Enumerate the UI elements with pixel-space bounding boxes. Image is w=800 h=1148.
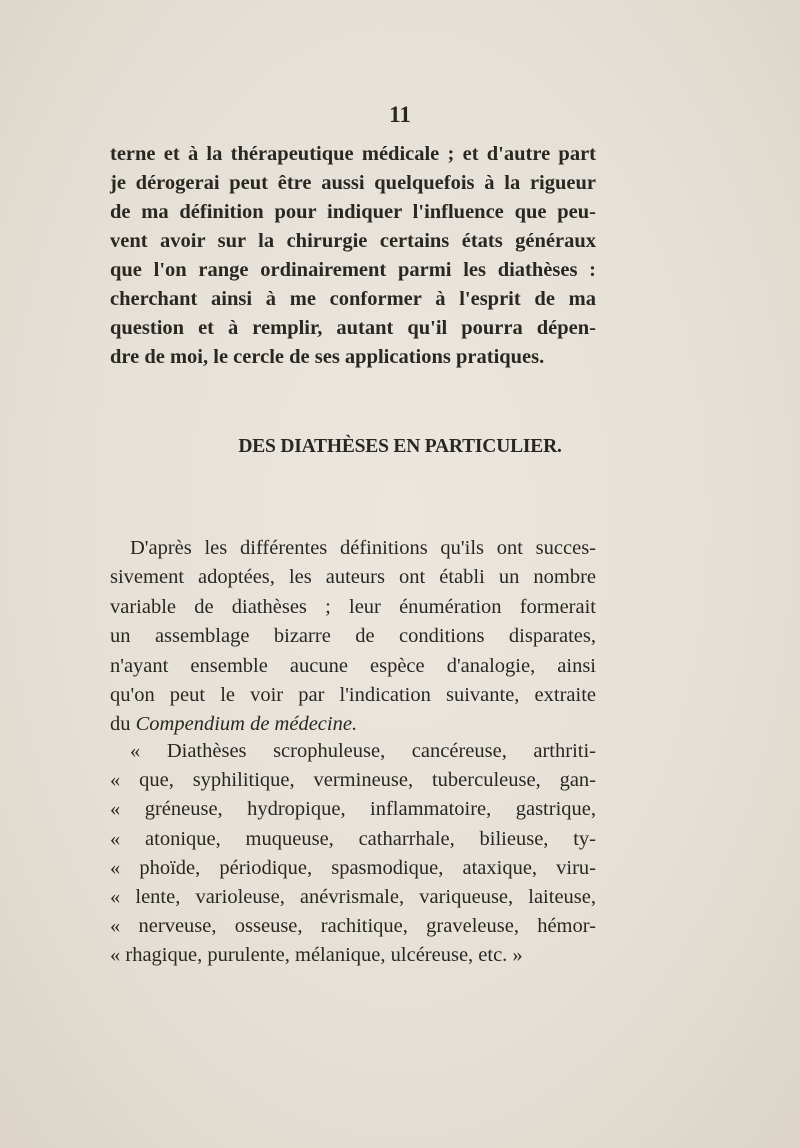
text-line: un assemblage bizarre de conditions disparates, [110,625,596,648]
text-line: vent avoir sur la chirurgie certains états généraux [110,230,596,252]
text-line: cherchant ainsi à me conformer à l'esprit de ma [110,288,596,310]
text-line: que l'on range ordinairement parmi les diathèses : [110,259,596,281]
text-line: de ma définition pour indiquer l'influence que peu- [110,201,596,223]
quote-line: « phoïde, périodique, spasmodique, ataxique, viru- [110,856,596,879]
text-line: variable de diathèses ; leur énumération formerait [110,595,596,618]
book-title-citation: Compendium de médecine. [135,713,358,736]
text-line: D'après les différentes définitions qu'ils ont succes- [130,537,596,559]
text-line: question et à remplir, autant qu'il pourra dépen- [110,317,596,339]
text-line: dre de moi, le cercle de ses applications pratiques. [110,346,545,368]
quote-line: « que, syphilitique, vermineuse, tuberculeuse, gan- [110,769,596,792]
text-line-with-citation [110,710,596,739]
section-heading: DES DIATHÈSES EN PARTICULIER. [238,436,562,457]
body-paragraph [110,534,596,740]
text-line: sivement adoptées, les auteurs ont établi un nombre [110,566,596,589]
text-prefix: du [110,713,136,736]
text-line: n'ayant ensemble aucune espèce d'analogie, ainsi [110,654,596,677]
text-line: je dérogerai peut être aussi quelquefois à la rigueur [110,172,596,194]
quote-line: « Diathèses scrophuleuse, cancéreuse, arthriti- [130,740,596,762]
quote-line: « lente, varioleuse, anévrismale, variqueuse, laiteuse, [110,885,596,908]
quotation-list [110,737,596,971]
text-line: qu'on peut le voir par l'indication suivante, extraite [110,683,596,706]
intro-paragraph [110,140,596,372]
text-line: terne et à la thérapeutique médicale ; et d'autre part [110,143,596,165]
quote-line: « atonique, muqueuse, catharrhale, bilieuse, ty- [110,827,596,850]
quote-line: « gréneuse, hydropique, inflammatoire, gastrique, [110,798,596,821]
page-number: 11 [389,102,411,127]
quote-line: « rhagique, purulente, mélanique, ulcéreuse, etc. » [110,944,523,967]
quote-line: « nerveuse, osseuse, rachitique, graveleuse, hémor- [110,915,596,938]
